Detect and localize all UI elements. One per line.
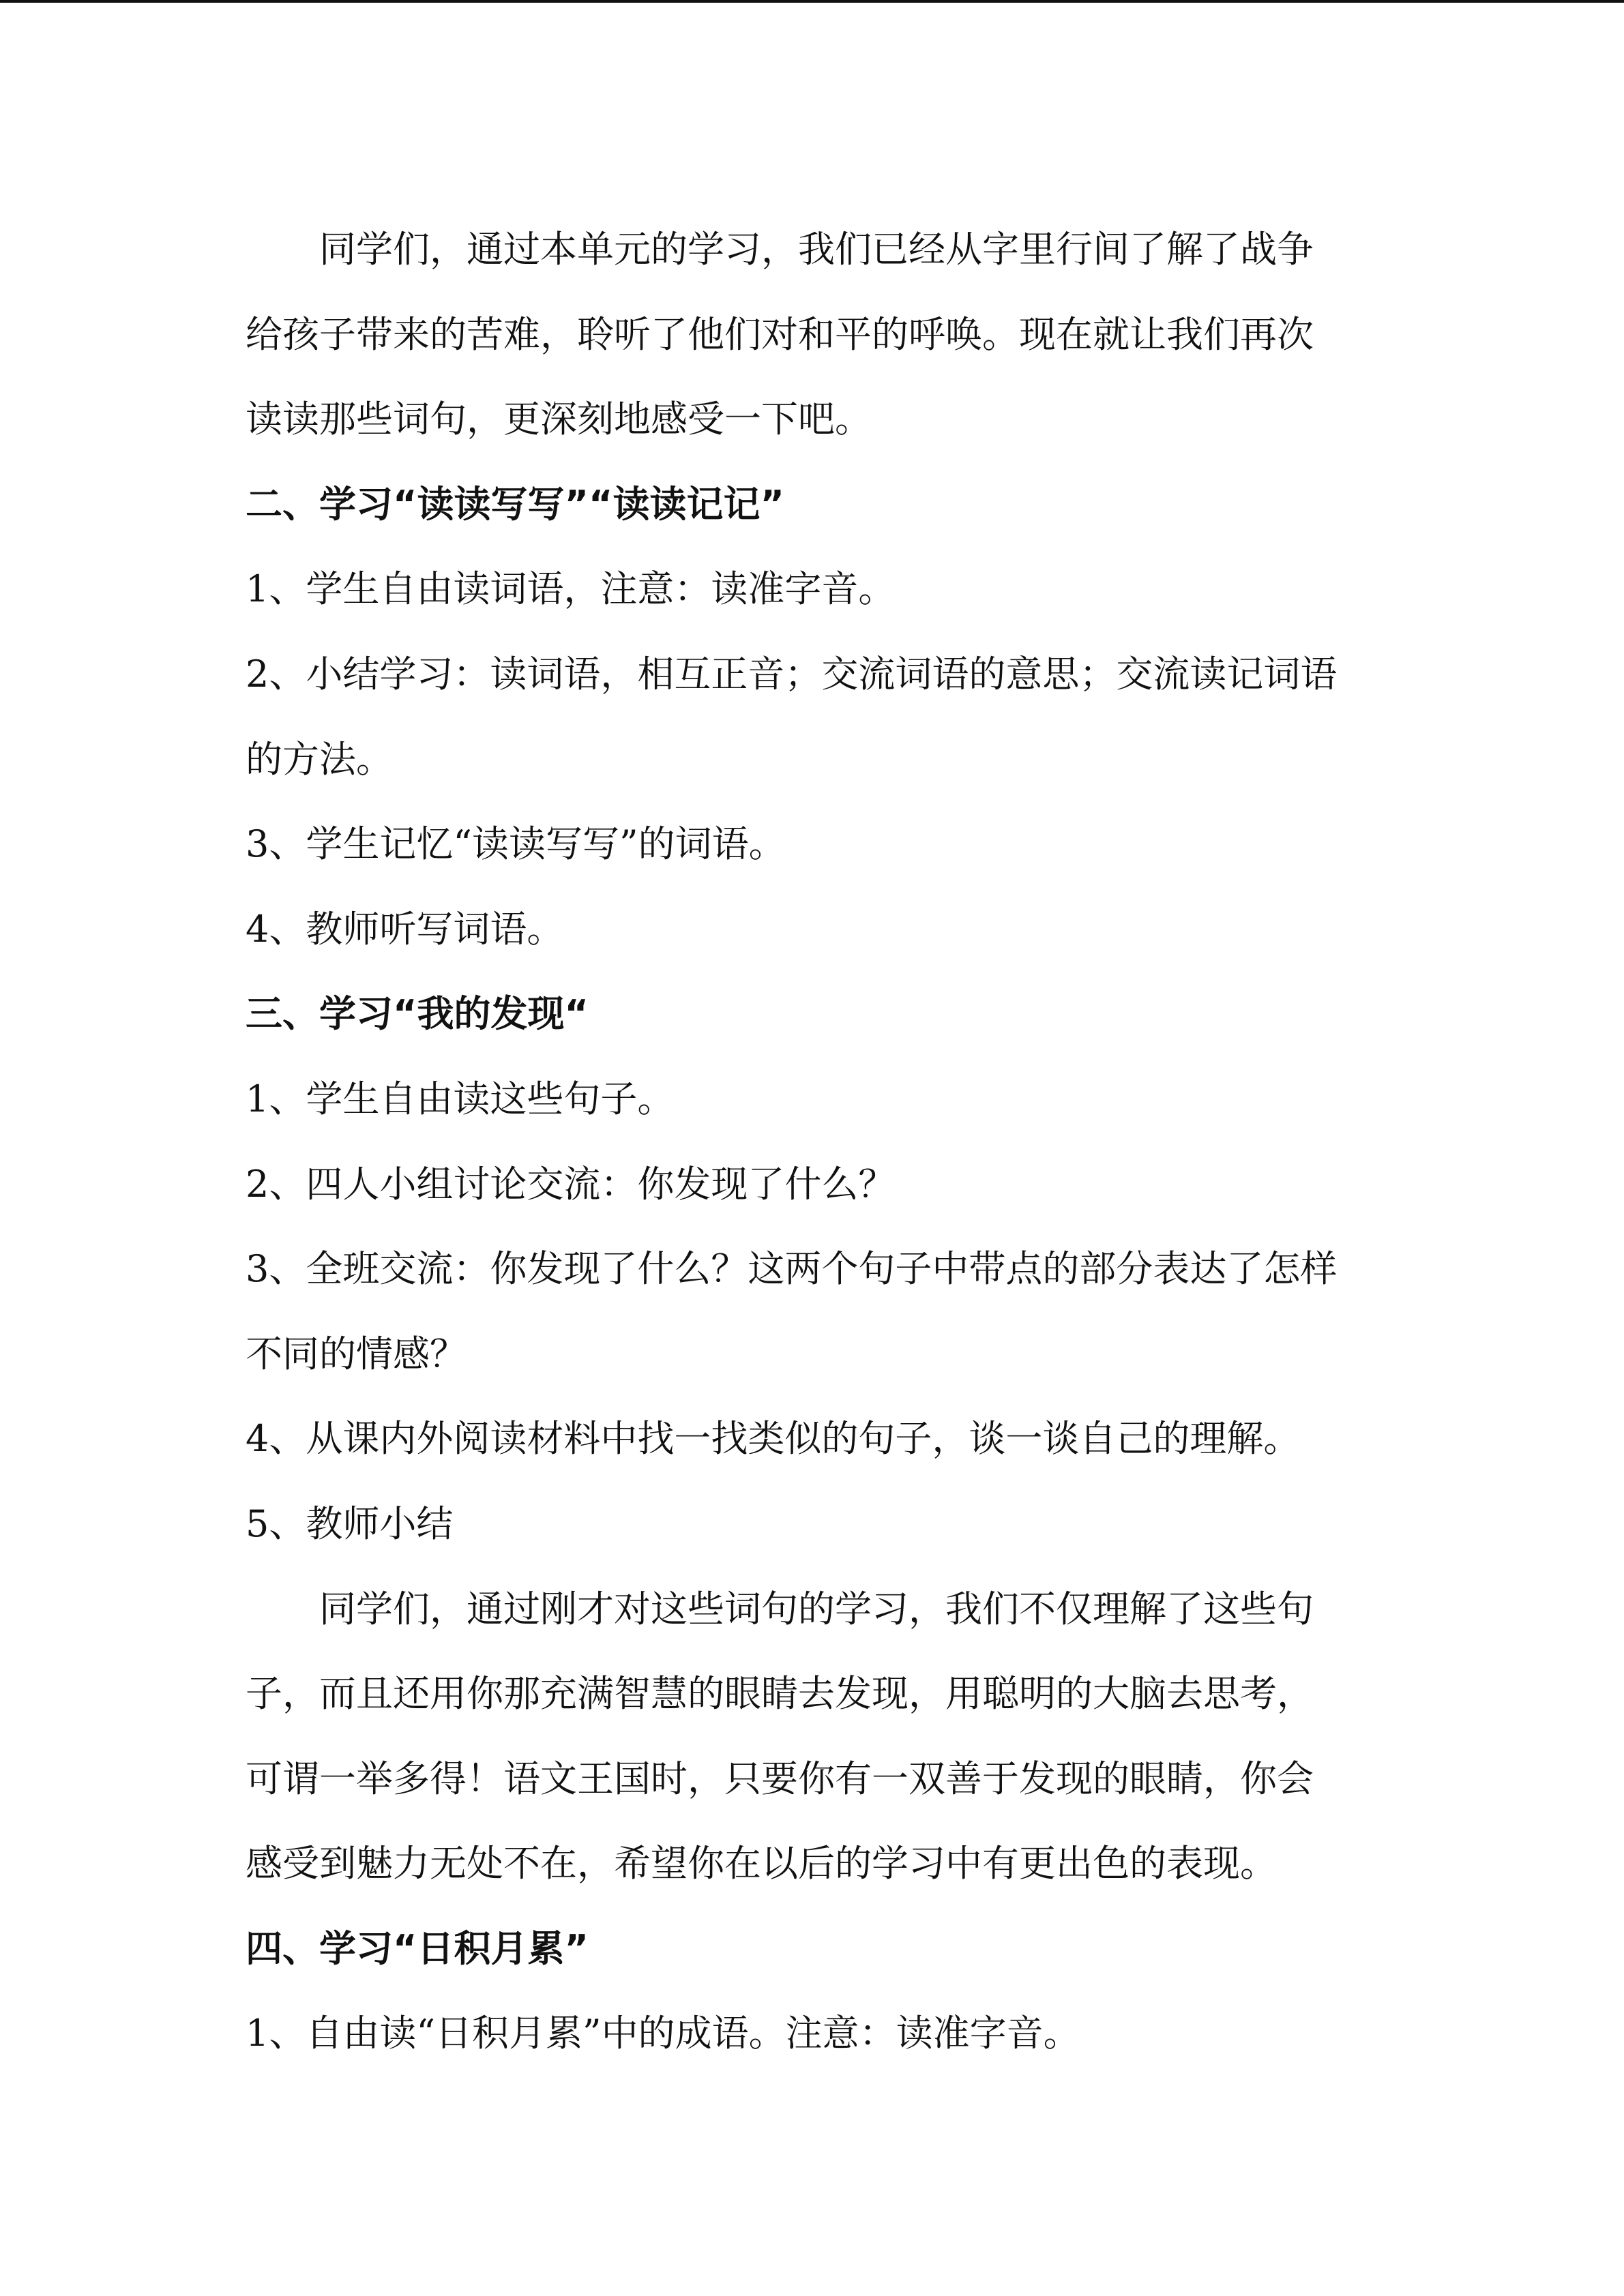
document-body [246, 207, 1378, 2076]
list-item: 3、全班交流：你发现了什么？这两个句子中带点的部分表达了怎样 [246, 1247, 1338, 1291]
section-heading: 二、学习“读读写写”“读读记记” [246, 482, 784, 526]
paragraph-line: 感受到魅力无处不在，希望你在以后的学习中有更出色的表现。 [246, 1842, 1277, 1885]
list-item: 5、教师小结 [246, 1502, 454, 1545]
paragraph-line: 读读那些词句，更深刻地感受一下吧。 [246, 398, 872, 441]
paragraph-line: 同学们，通过本单元的学习，我们已经从字里行间了解了战争 [319, 228, 1314, 271]
list-item: 3、学生记忆“读读写写”的词语。 [246, 822, 786, 866]
list-item: 1、学生自由读这些句子。 [246, 1077, 675, 1120]
section-heading: 三、学习“我的发现“ [246, 992, 589, 1036]
paragraph-line: 同学们，通过刚才对这些词句的学习，我们不仅理解了这些句 [319, 1587, 1314, 1630]
list-item: 4、从课内外阅读材料中找一找类似的句子，谈一谈自己的理解。 [246, 1417, 1301, 1461]
paragraph-line: 给孩子带来的苦难，聆听了他们对和平的呼唤。现在就让我们再次 [246, 312, 1314, 356]
list-item-continuation: 的方法。 [246, 737, 393, 781]
list-item: 2、四人小组讨论交流：你发现了什么？ [246, 1162, 896, 1206]
list-item: 2、小结学习：读词语，相互正音；交流词语的意思；交流读记词语 [246, 652, 1338, 696]
section-heading: 四、学习“日积月累” [246, 1926, 589, 1970]
list-item: 1、自由读“日积月累”中的成语。注意：读准字音。 [246, 2012, 1080, 2055]
list-item: 4、教师听写词语。 [246, 907, 564, 951]
paragraph-line: 子，而且还用你那充满智慧的眼睛去发现，用聪明的大脑去思考， [246, 1672, 1314, 1716]
list-item: 1、学生自由读词语，注意：读准字音。 [246, 567, 896, 611]
paragraph-line: 可谓一举多得！语文王国时，只要你有一双善于发现的眼睛，你会 [246, 1757, 1314, 1800]
list-item-continuation: 不同的情感？ [246, 1332, 467, 1375]
